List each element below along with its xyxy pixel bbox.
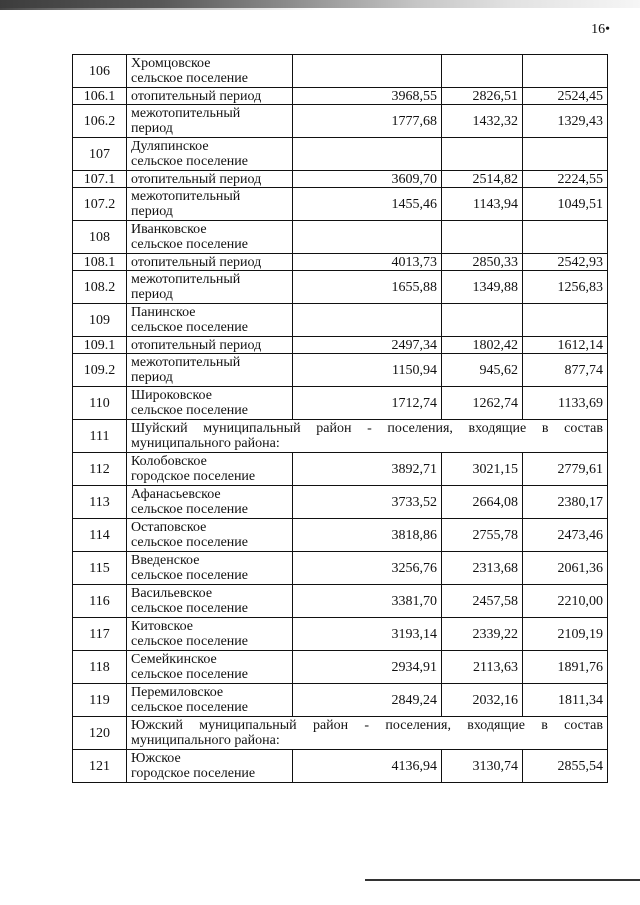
value-cell-3: 2779,61 [523,453,608,486]
table-row [73,221,608,254]
row-number: 111 [73,420,127,453]
value-cell-3: 2210,00 [523,585,608,618]
value-cell-2: 1802,42 [442,337,523,354]
value-cell-1: 1777,68 [293,105,442,138]
settlement-name-line: Южское [131,751,181,766]
table-row [73,750,608,783]
value-cell-3 [523,221,608,254]
settlement-name-line: сельское поселение [131,700,248,715]
value-cell-2: 2032,16 [442,684,523,717]
settlement-name-line: период [131,370,173,385]
row-number: 115 [73,552,127,585]
settlement-name [127,105,293,138]
settlement-name [127,618,293,651]
value-cell-3: 1256,83 [523,271,608,304]
settlement-name-line: сельское поселение [131,320,248,335]
row-number: 109.2 [73,354,127,387]
settlement-name-line: отопительный период [131,171,262,187]
value-cell-1: 1455,46 [293,188,442,221]
settlement-name-line: межотопительный [131,272,241,287]
value-cell-2: 2113,63 [442,651,523,684]
value-cell-3 [523,55,608,88]
value-cell-2: 1349,88 [442,271,523,304]
value-cell-1 [293,221,442,254]
settlement-name-line: городское поселение [131,469,256,484]
value-cell-1: 4136,94 [293,750,442,783]
settlement-name [127,254,293,271]
settlement-name-line: период [131,121,173,136]
value-cell-3: 1891,76 [523,651,608,684]
settlement-name-line: Введенское [131,553,200,568]
table-row [73,354,608,387]
settlement-name [127,171,293,188]
value-cell-2: 1143,94 [442,188,523,221]
settlement-name-line: Панинское [131,305,196,320]
row-number: 106.2 [73,105,127,138]
settlement-name [127,55,293,88]
settlement-name-line: сельское поселение [131,403,248,418]
settlement-name [127,552,293,585]
settlement-name [127,486,293,519]
value-cell-3: 2380,17 [523,486,608,519]
value-cell-3 [523,138,608,171]
value-cell-1: 3968,55 [293,88,442,105]
row-number: 116 [73,585,127,618]
table-row [73,55,608,88]
value-cell-3: 2524,45 [523,88,608,105]
page-number: 16• [591,22,610,37]
row-number: 107 [73,138,127,171]
value-cell-1: 3193,14 [293,618,442,651]
row-number: 109 [73,304,127,337]
row-number: 108 [73,221,127,254]
value-cell-2: 2339,22 [442,618,523,651]
settlement-name-line: межотопительный [131,106,241,121]
value-cell-3: 1811,34 [523,684,608,717]
settlement-name-line: Дуляпинское [131,139,209,154]
settlement-name-line: Перемиловское [131,685,224,700]
value-cell-3: 2224,55 [523,171,608,188]
settlement-name-line: Остаповское [131,520,207,535]
table-row [73,387,608,420]
value-cell-2 [442,304,523,337]
value-cell-2: 2826,51 [442,88,523,105]
value-cell-2: 3021,15 [442,453,523,486]
value-cell-2: 1432,32 [442,105,523,138]
value-cell-2 [442,138,523,171]
row-number: 119 [73,684,127,717]
settlement-name-line: Колобовское [131,454,207,469]
value-cell-1: 3733,52 [293,486,442,519]
value-cell-3: 1329,43 [523,105,608,138]
settlement-name-line: Афанасьевское [131,487,221,502]
value-cell-1: 2497,34 [293,337,442,354]
value-cell-1: 3818,86 [293,519,442,552]
settlement-name-line: Семейкинское [131,652,217,667]
settlement-name [127,271,293,304]
table-row [73,684,608,717]
settlement-name-line: сельское поселение [131,634,248,649]
table-row [73,453,608,486]
value-cell-3: 2061,36 [523,552,608,585]
table-row [73,486,608,519]
table-row [73,585,608,618]
settlement-name [127,138,293,171]
settlement-name-line: отопительный период [131,88,262,104]
value-cell-1: 2849,24 [293,684,442,717]
value-cell-1 [293,304,442,337]
value-cell-2: 2664,08 [442,486,523,519]
table-row [73,651,608,684]
value-cell-2 [442,221,523,254]
row-number: 108.1 [73,254,127,271]
settlement-name-line: сельское поселение [131,154,248,169]
row-number: 113 [73,486,127,519]
table-row [73,304,608,337]
table-row [73,717,608,750]
settlement-name-line: Васильевское [131,586,213,601]
bottom-rule [365,879,640,881]
settlement-name-line: сельское поселение [131,601,248,616]
value-cell-1: 3381,70 [293,585,442,618]
value-cell-2: 2313,68 [442,552,523,585]
settlement-name [127,750,293,783]
settlement-name-line: период [131,204,173,219]
row-number: 106 [73,55,127,88]
value-cell-3 [523,304,608,337]
value-cell-3: 1612,14 [523,337,608,354]
value-cell-2: 1262,74 [442,387,523,420]
value-cell-1 [293,55,442,88]
tariff-table [72,54,608,783]
value-cell-3: 2542,93 [523,254,608,271]
value-cell-3: 2473,46 [523,519,608,552]
settlement-name-line: сельское поселение [131,71,248,86]
settlement-name-line: Иванковское [131,222,207,237]
row-number: 117 [73,618,127,651]
value-cell-2: 2755,78 [442,519,523,552]
settlement-name-line: сельское поселение [131,667,248,682]
row-number: 112 [73,453,127,486]
settlement-name-line: отопительный период [131,337,262,353]
table-row [73,420,608,453]
value-cell-2 [442,55,523,88]
settlement-name [127,684,293,717]
table-row [73,188,608,221]
settlement-name-line: сельское поселение [131,502,248,517]
value-cell-3: 877,74 [523,354,608,387]
row-number: 121 [73,750,127,783]
settlement-name [127,519,293,552]
settlement-name [127,88,293,105]
settlement-name-line: межотопительный [131,355,241,370]
row-number: 114 [73,519,127,552]
row-number: 107.1 [73,171,127,188]
settlement-name-line: отопительный период [131,254,262,270]
value-cell-1: 3609,70 [293,171,442,188]
settlement-name [127,188,293,221]
row-number: 106.1 [73,88,127,105]
table-row [73,271,608,304]
value-cell-3: 1049,51 [523,188,608,221]
settlement-name [127,221,293,254]
settlement-name [127,304,293,337]
settlement-name-line: период [131,287,173,302]
value-cell-1: 2934,91 [293,651,442,684]
value-cell-1: 1655,88 [293,271,442,304]
value-cell-2: 945,62 [442,354,523,387]
value-cell-3: 1133,69 [523,387,608,420]
value-cell-1: 4013,73 [293,254,442,271]
settlement-name [127,651,293,684]
value-cell-1: 1712,74 [293,387,442,420]
value-cell-3: 2109,19 [523,618,608,651]
table-row [73,519,608,552]
tariff-table-body [73,55,608,783]
value-cell-2: 2514,82 [442,171,523,188]
value-cell-2: 3130,74 [442,750,523,783]
settlement-name [127,354,293,387]
value-cell-2: 2850,33 [442,254,523,271]
value-cell-2: 2457,58 [442,585,523,618]
value-cell-1: 1150,94 [293,354,442,387]
scan-top-edge [0,0,640,8]
settlement-name-line: городское поселение [131,766,256,781]
settlement-name-line: межотопительный [131,189,241,204]
scan-top-edge-secondary [0,8,320,10]
value-cell-1: 3892,71 [293,453,442,486]
district-header: Южский муниципальный район - поселения, входящие в состав муниципального района: [127,717,608,750]
value-cell-3: 2855,54 [523,750,608,783]
row-number: 109.1 [73,337,127,354]
table-row [73,88,608,105]
row-number: 118 [73,651,127,684]
settlement-name-line: Китовское [131,619,193,634]
table-row [73,105,608,138]
table-row [73,552,608,585]
table-row [73,337,608,354]
settlement-name-line: сельское поселение [131,568,248,583]
row-number: 110 [73,387,127,420]
settlement-name [127,453,293,486]
district-header: Шуйский муниципальный район - поселения, входящие в состав муниципального района: [127,420,608,453]
settlement-name-line: сельское поселение [131,535,248,550]
settlement-name [127,387,293,420]
value-cell-1: 3256,76 [293,552,442,585]
settlement-name [127,585,293,618]
row-number: 120 [73,717,127,750]
settlement-name-line: Хромцовское [131,56,211,71]
table-row [73,618,608,651]
table-row [73,171,608,188]
settlement-name [127,337,293,354]
settlement-name-line: сельское поселение [131,237,248,252]
row-number: 107.2 [73,188,127,221]
table-row [73,254,608,271]
settlement-name-line: Широковское [131,388,212,403]
table-row [73,138,608,171]
value-cell-1 [293,138,442,171]
row-number: 108.2 [73,271,127,304]
